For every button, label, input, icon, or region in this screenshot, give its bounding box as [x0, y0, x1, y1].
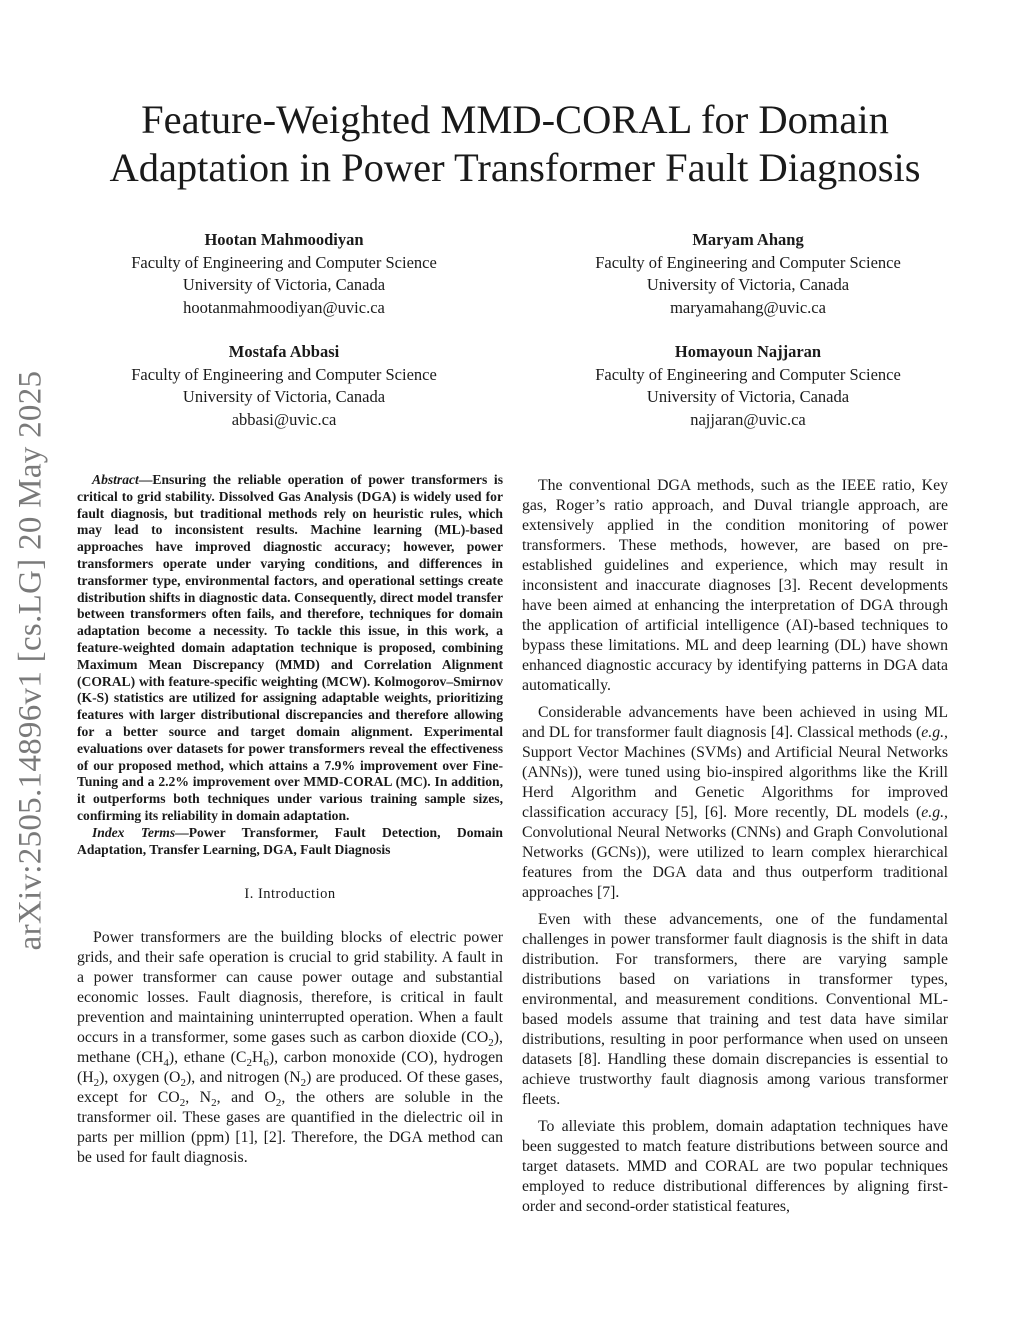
author-university: University of Victoria, Canada	[646, 275, 850, 294]
author-name: Hootan Mahmoodiyan	[204, 230, 364, 249]
title-line-1: Feature-Weighted MMD-CORAL for Domain	[141, 97, 889, 142]
abstract-text: —Ensuring the reliable operation of power transformers is critical to grid stability. Dissolved Gas Analysis (DGA) is widely used for fault diagnosis, but traditional methods rely on heuristic rules, which may lead to inconsistent results. Machine learning (ML)-based approaches have improved diagnostic accuracy; however, power transformers operate under varying conditions, and differences in transformer type, environmental factors, and operational settings create distribution shifts in diagnostic data. Consequently, direct model transfer between transformers often fails, and therefore, techniques for domain adaptation become a necessity. To tackle this issue, in this work, a feature-weighted domain adaptation technique is proposed, combining Maximum Mean Discrepancy (MMD) and Correlation Alignment (CORAL) with feature-specific weighting (MCW). Kolmogorov–Smirnov (K-S) statistics are utilized for assigning adaptable weights, prioritizing features with larger distributional discrepancies and therefore allowing for a better source and target domain alignment. Experimental evaluations over datasets for power transformers reveal the effectiveness of our proposed method, which attains a 7.9% improvement over Fine-Tuning and a 2.2% improvement over MMD-CORAL (MC). In addition, it outperforms both techniques under various training sample sizes, confirming its reliability in domain adaptation.	[77, 472, 503, 823]
author-email: hootanmahmoodiyan@uvic.ca	[183, 297, 385, 317]
author-email: maryamahang@uvic.ca	[670, 297, 826, 317]
author-name: Mostafa Abbasi	[228, 342, 340, 361]
author-name: Homayoun Najjaran	[674, 342, 822, 361]
author-affiliation: Faculty of Engineering and Computer Science	[131, 364, 437, 384]
index-terms	[77, 825, 503, 859]
author-block	[84, 229, 484, 319]
section-heading-introduction: I. Introduction	[244, 886, 336, 903]
body-paragraph: The conventional DGA methods, such as the IEEE ratio, Key gas, Roger’s ratio approach, and Duval triangle approach, are extensively applied in the condition monitoring of power transformers. These methods, however, are based on pre-established guidelines and experience, which may result in inconsistent and inaccurate diagnoses [3]. Recent developments have been aimed at enhancing the interpretation of DGA through the application of artificial intelligence (AI)-based techniques to bypass these limitations. ML and deep learning (DL) have shown enhanced diagnostic accuracy by identifying patterns in DGA data automatically.	[522, 477, 948, 694]
author-email: najjaran@uvic.ca	[690, 409, 806, 429]
body-paragraph: Even with these advancements, one of the fundamental challenges in power transformer fault diagnosis is the shift in data distribution. For transformers, there are varying sample distributions based on variations in transformer types, environmental, and measurement conditions. Conventional ML-based models assume that training and test data have similar distributions, resulting in poor performance when used on unseen datasets [8]. Handling these domain discrepancies is essential to achieve trustworthy fault diagnosis among various transformer fleets.	[522, 911, 948, 1108]
abstract	[77, 472, 503, 825]
paper-title	[80, 96, 950, 192]
author-university: University of Victoria, Canada	[182, 387, 386, 406]
author-university: University of Victoria, Canada	[182, 275, 386, 294]
author-block	[548, 341, 948, 431]
body-paragraph: To alleviate this problem, domain adaptation techniques have been suggested to match feature distributions between source and target datasets. MMD and CORAL are two popular techniques employed to reduce distributional differences by aligning first-order and second-order statistical features,	[522, 1118, 948, 1215]
author-affiliation: Faculty of Engineering and Computer Science	[131, 252, 437, 272]
author-block	[548, 229, 948, 319]
abstract-label: Abstract	[92, 472, 139, 487]
author-block	[84, 341, 484, 431]
left-column	[77, 472, 503, 1175]
title-line-2: Adaptation in Power Transformer Fault Diagnosis	[109, 145, 921, 190]
intro-paragraph: Power transformers are the building blocks of electric power grids, and their safe operation is crucial to grid stability. A fault in a power transformer can cause power outage and substantial economic losses. Fault diagnosis, therefore, is critical in fault prevention and maintaining uninterrupted operation. When a fault occurs in a transformer, some gases such as carbon dioxide $(CO_2)$, methane $(CH_4)$, ethane $(C_2H_6)$, carbon monoxide (CO), hydrogen $(H_2)$, oxygen $(O_2)$, and nitrogen $(N_2)$ are produced. Of these gases, except for $CO_2$, $N_2$, and $O_2$, the others are soluble in the transformer oil. These gases are quantified in the dielectric oil in parts per million (ppm) [1], [2]. Therefore, the DGA method can be used for fault diagnosis.	[77, 929, 504, 1167]
author-name: Maryam Ahang	[692, 230, 804, 249]
author-affiliation: Faculty of Engineering and Computer Science	[595, 252, 901, 272]
author-university: University of Victoria, Canada	[646, 387, 850, 406]
index-terms-text: —Power Transformer, Fault Detection, Domain Adaptation, Transfer Learning, DGA, Fault Diagnosis	[77, 824, 503, 857]
author-affiliation: Faculty of Engineering and Computer Science	[595, 364, 901, 384]
index-terms-label: Index Terms	[92, 824, 176, 840]
body-paragraph: Considerable advancements have been achieved in using ML and DL for transformer fault diagnosis [4]. Classical methods (e.g., Support Vector Machines (SVMs) and Artificial Neural Networks (ANNs)), were tuned using bio-inspired algorithms like the Krill Herd Algorithm and Genetic Algorithms for improved classification accuracy [5], [6]. More recently, DL models (e.g., Convolutional Neural Networks (CNNs) and Graph Convolutional Networks (GCNs)), were utilized to learn complex hierarchical features from the DGA data and thus outperform traditional approaches [7].	[522, 704, 948, 901]
arxiv-stamp: arXiv:2505.14896v1 [cs.LG] 20 May 2025	[12, 370, 49, 950]
author-email: abbasi@uvic.ca	[231, 409, 337, 429]
right-column	[522, 476, 948, 1224]
